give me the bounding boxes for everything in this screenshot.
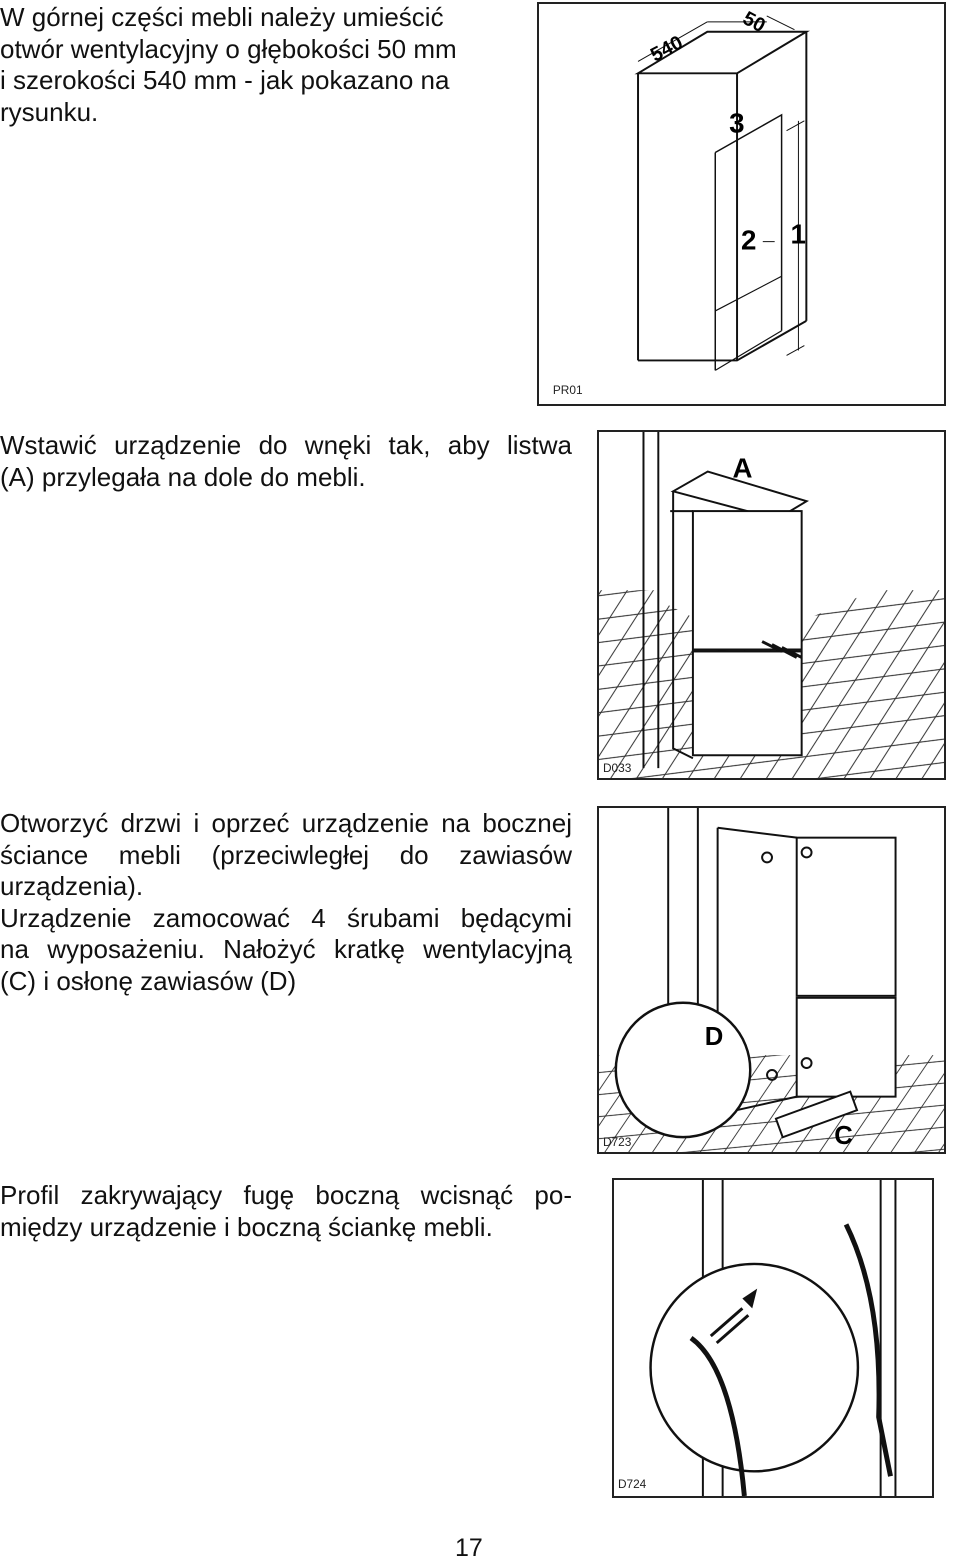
text-line: na wyposażeniu. Nałożyć kratkę wentylacyjną [0,934,572,964]
text-line: urządzenia). [0,871,144,901]
text-line: (C) i osłonę zawiasów (D) [0,965,297,996]
text-line: otwór wentylacyjny o głębokości 50 mm [0,33,457,64]
text-line: (A) przylegała na dole do mebli. [0,461,366,492]
paragraph-side-profile [0,1180,572,1243]
mounting-drawing [599,808,944,1152]
figure-cabinet-niche [537,2,946,406]
figure-code: D724 [617,1477,647,1492]
paragraph-ventilation [0,2,490,128]
cabinet-drawing [539,4,944,404]
appliance-drawing [599,432,944,778]
text-line: Urządzenie zamocować 4 śrubami będącymi [0,902,572,933]
text-line: i szerokości 540 mm - jak pokazano na [0,65,450,95]
page-number: 17 [455,1534,483,1562]
profile-drawing [614,1180,932,1496]
dimension-540-label: 540 [647,31,687,67]
text-line: ściance mebli (przeciwległej do zawiasów [0,839,572,870]
figure-screws-grille [597,806,946,1154]
text-line: Wstawić urządzenie do wnęki tak, aby listwa [0,430,572,460]
figure-appliance-strip [597,430,946,780]
label-d: D [704,1023,724,1052]
figure-code: D033 [602,761,632,776]
label-1: 1 [790,218,806,250]
figure-code: D723 [602,1135,632,1150]
dimension-50-label: 50 [739,7,769,38]
text-line: między urządzenie i boczną ściankę mebli. [0,1211,493,1242]
figure-side-profile [612,1178,934,1498]
label-c: C [834,1122,853,1151]
label-a: A [732,452,753,484]
text-line: Profil zakrywający fugę boczną wcisnąć po- [0,1180,572,1210]
figure-code: PR01 [552,383,583,398]
paragraph-insert-appliance [0,430,572,493]
label-2: 2 [741,224,757,256]
text-line: Otworzyć drzwi i oprzeć urządzenie na bocznej [0,808,572,838]
text-line: rysunku. [0,96,99,127]
text-line: W górnej części mebli należy umieścić [0,2,444,32]
label-3: 3 [729,107,745,139]
paragraph-fix-appliance [0,808,572,997]
